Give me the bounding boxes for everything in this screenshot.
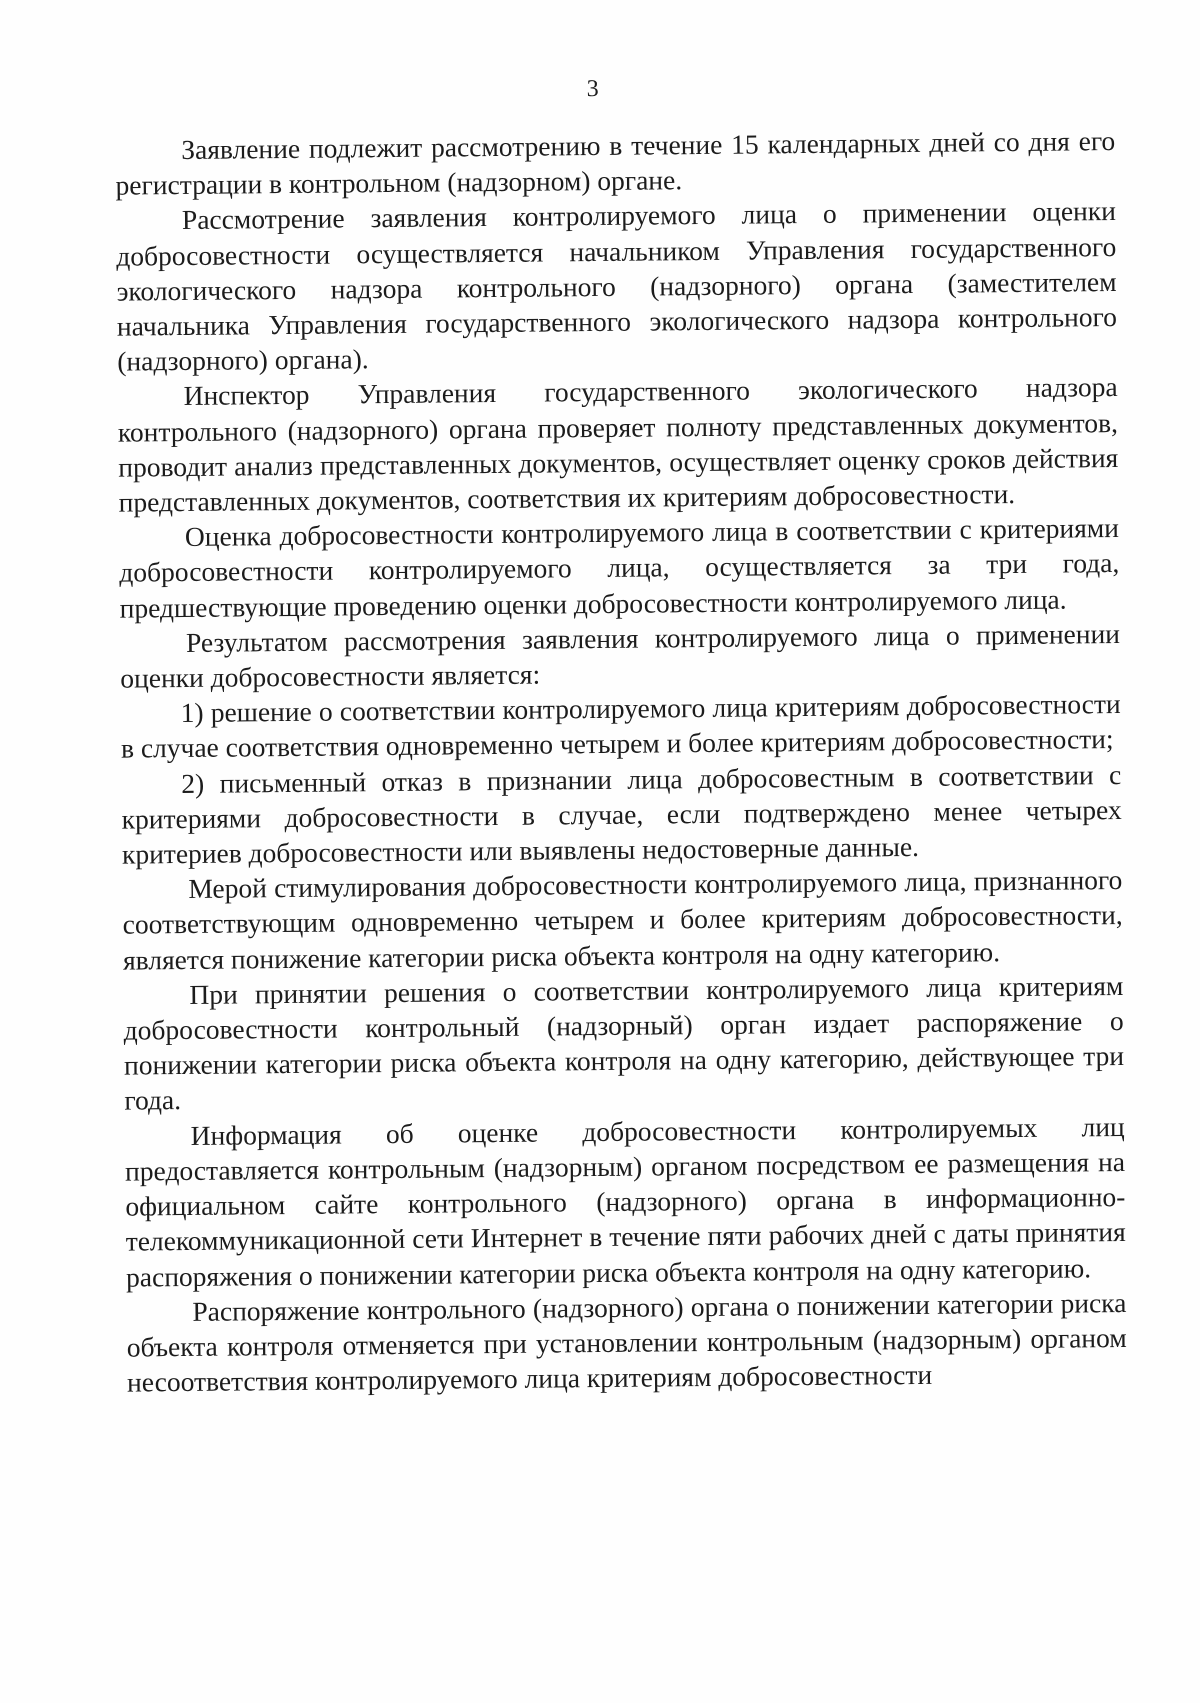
paragraph-inspector-checks: Инспектор Управления государственного экологического надзора контрольного (надзорного) органа проверяет полноту представленных документов, проводит анализ представленных документов, осуществляет оценку сроков действия представленных документов, соответствия их критериям добросовестности. [117, 371, 1119, 518]
paragraph-incentive-measure: Мерой стимулирования добросовестности контролируемого лица, признанного соответствующим одновременно четырем и более критериям добросовестности, является понижение категории риска объекта контроля на одну категорию. [122, 864, 1123, 976]
document-body [115, 123, 1127, 1400]
list-item-decision: 1) решение о соответствии контролируемого лица критериям добросовестности в случае соответствия одновременно четырем и более критериям добросовестности; [120, 688, 1121, 765]
paragraph-information-publication: Информация об оценке добросовестности контролируемых лиц предоставляется контрольным (надзорным) органом посредством ее размещения на официальном сайте контрольного (надзорного) органа в информационно-телекоммуникационной сети Интернет в течение пяти рабочих дней с даты принятия распоряжения о понижении категории риска объекта контроля на одну категорию. [124, 1110, 1126, 1293]
paragraph-application-review-period: Заявление подлежит рассмотрению в течение 15 календарных дней со дня его регистрации в контрольном (надзорном) органе. [115, 125, 1116, 201]
paragraph-order-cancellation: Распоряжение контрольного (надзорного) органа о понижении категории риска объекта контроля отменяется при установлении контрольным (надзорным) органом несоответствия контролируемого лица критериям добросовестности [126, 1286, 1127, 1398]
paragraph-review-by-head: Рассмотрение заявления контролируемого лица о применении оценки добросовестности осуществляется начальником Управления государственного экологического надзора контрольного (надзорного) органа (заместителем начальника Управления государственного экологического надзора контрольного (надзорного) органа). [116, 195, 1118, 377]
paragraph-order-issued: При принятии решения о соответствии контролируемого лица критериям добросовестности контрольный (надзорный) орган издает распоряжение о понижении категории риска объекта контроля на одну категорию, действующее три года. [123, 969, 1125, 1117]
page-number: 3 [586, 75, 599, 103]
paragraph-assessment-period: Оценка добросовестности контролируемого лица в соответствии с критериями добросовестности контролируемого лица, осуществляется за три года, предшествующие проведению оценки добросовестности контролируемого лица. [119, 512, 1120, 624]
list-item-refusal: 2) письменный отказ в признании лица добросовестным в соответствии с критериями добросовестности в случае, если подтверждено менее четырех критериев добросовестности или выявлены недостоверные данные. [121, 758, 1122, 870]
paragraph-review-result: Результатом рассмотрения заявления контролируемого лица о применении оценки добросовестности является: [120, 617, 1121, 694]
